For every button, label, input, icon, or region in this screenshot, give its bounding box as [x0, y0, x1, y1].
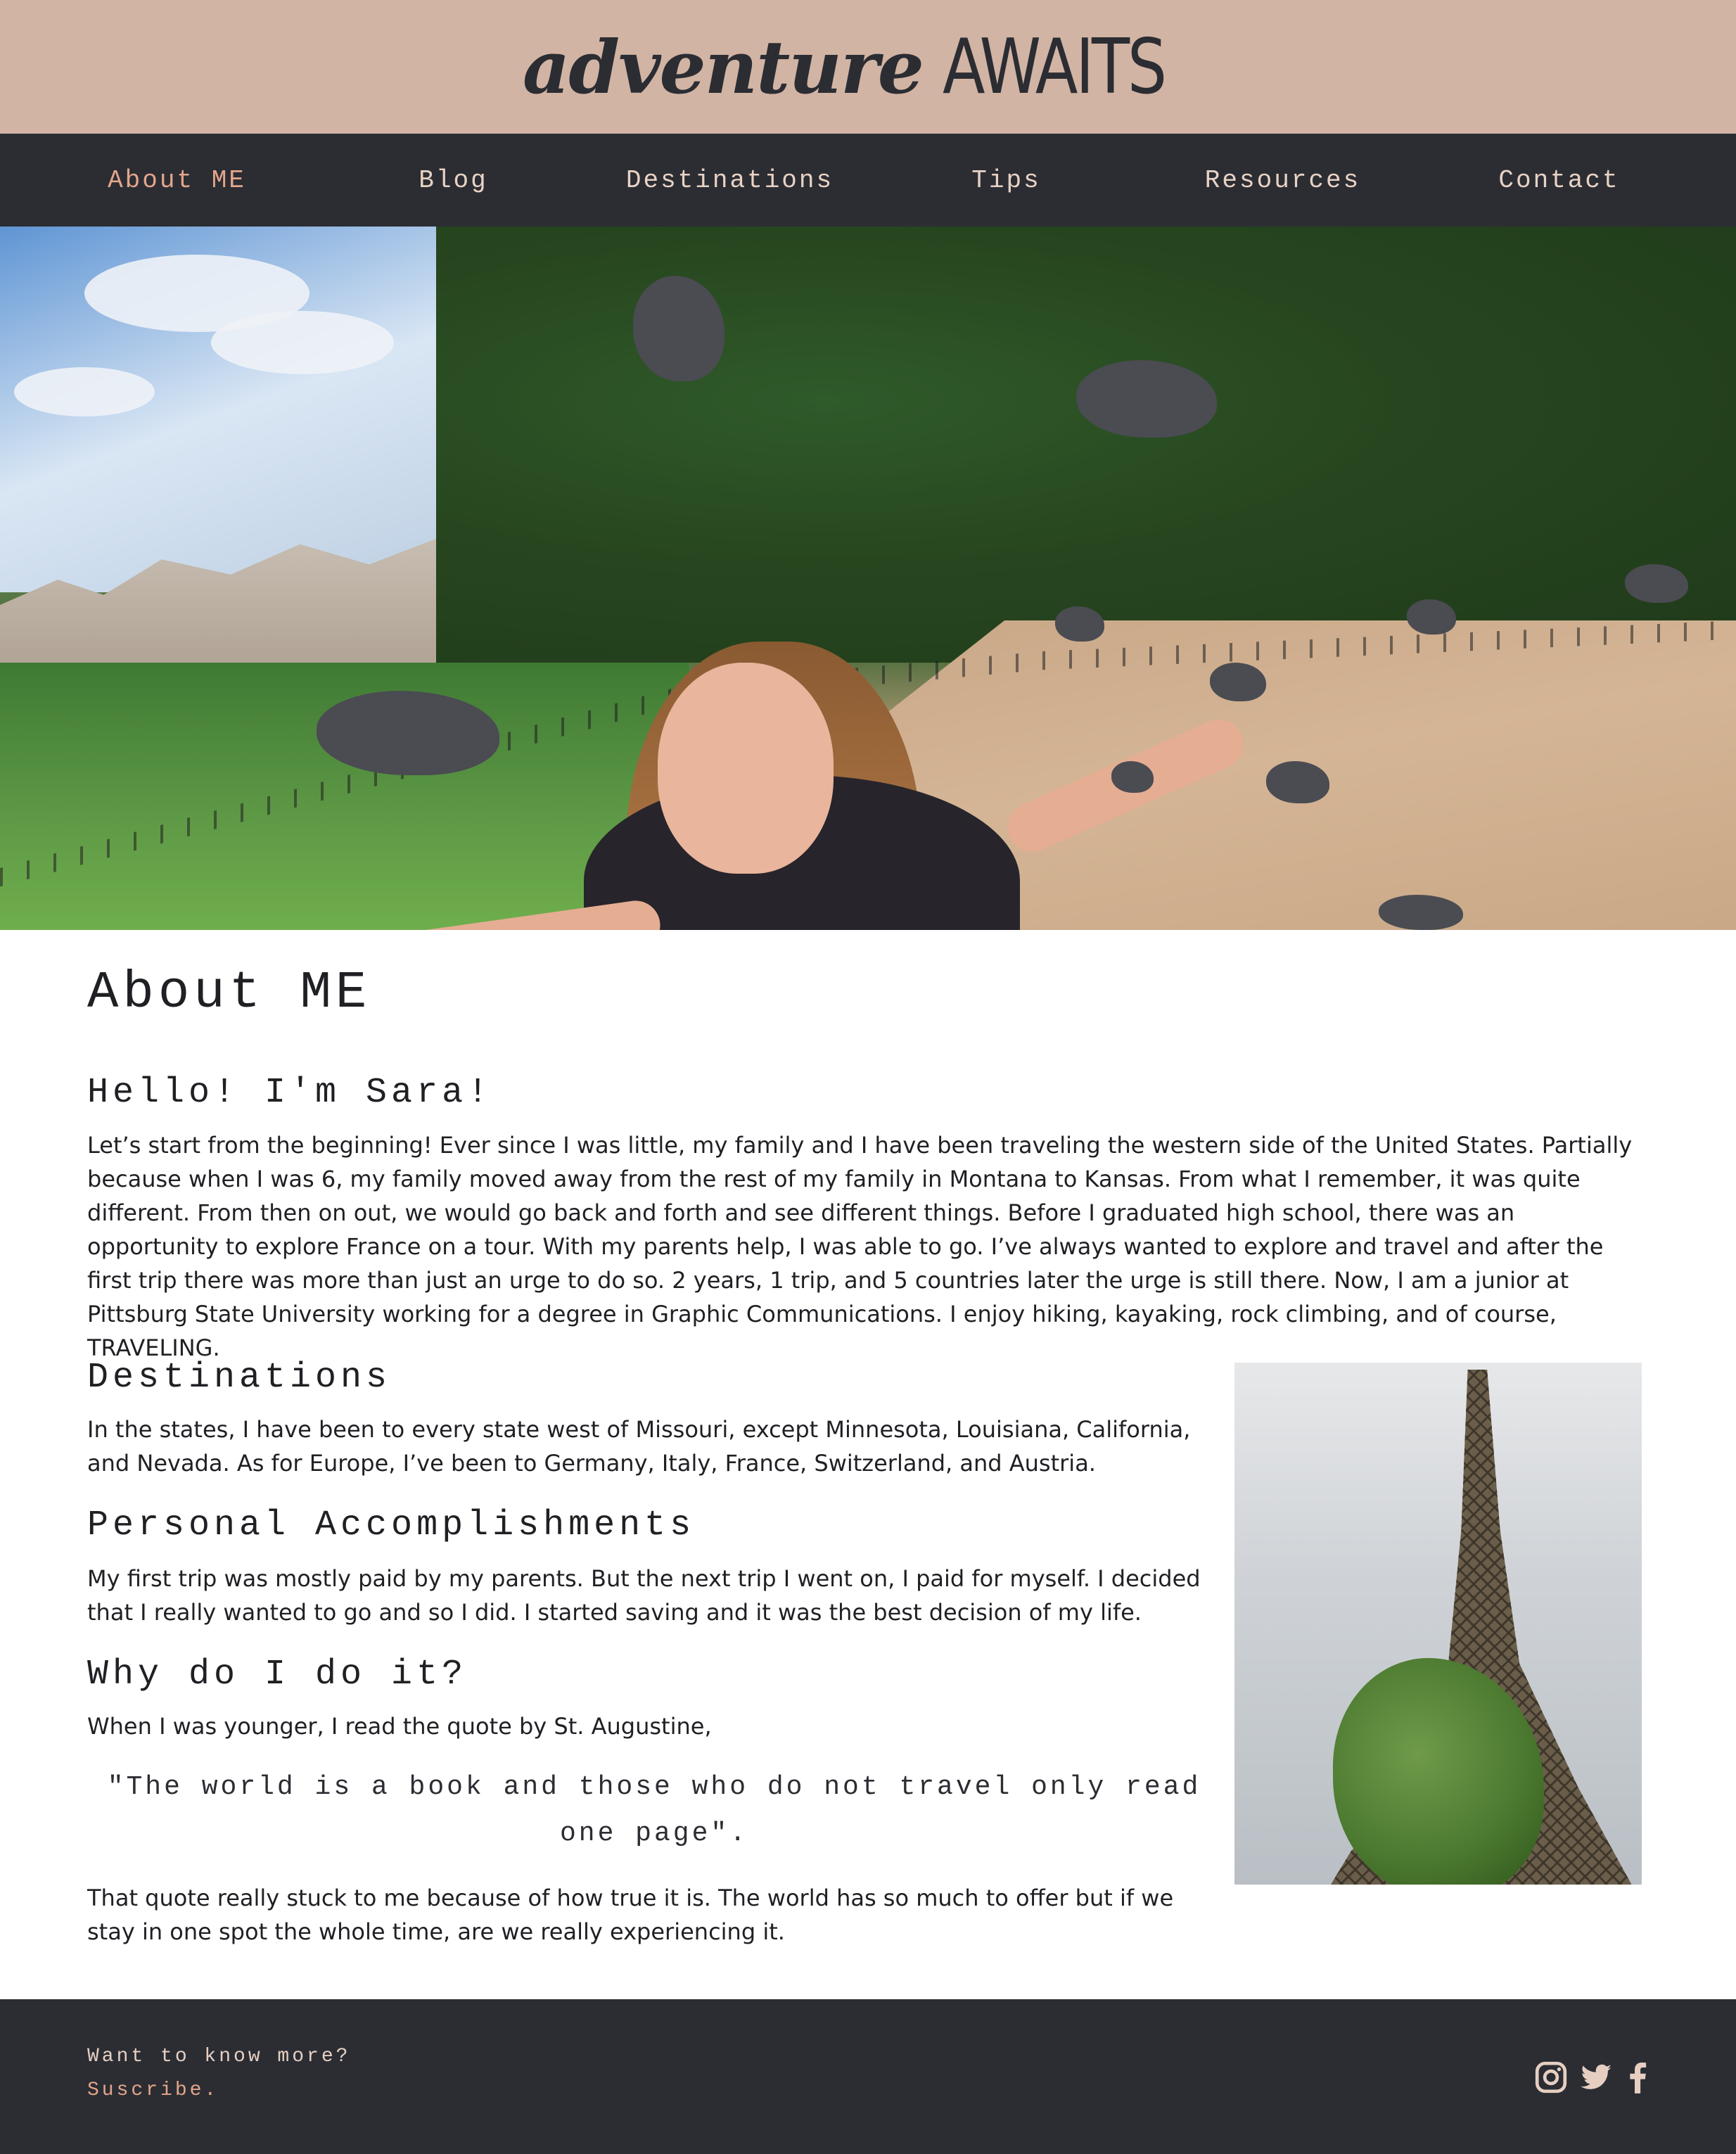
hero-trees: [436, 227, 1736, 663]
augustine-quote: "The world is a book and those who do not travel only read one page".: [107, 1772, 1201, 1849]
main-nav: [0, 134, 1736, 227]
closing-paragraph: That quote really stuck to me because of how true it is. The world has so much to offer but if we stay in one spot the whole time, are we really experiencing it.: [87, 1885, 1174, 1945]
hero-photo: [0, 227, 1736, 930]
page-title: About ME: [87, 964, 371, 1023]
footer-want-more: Want to know more?: [87, 2046, 351, 2067]
site-logo[interactable]: [523, 23, 1213, 111]
instagram-icon[interactable]: [1533, 2060, 1569, 2095]
nav-item-about-me[interactable]: About ME: [108, 165, 246, 195]
accomplishments-paragraph: My first trip was mostly paid by my parents. But the next trip I went on, I paid for myself. I decided that I really wanted to go and so I did. I started saving and it was the best decision of my life.: [87, 1565, 1201, 1626]
eiffel-tower-photo: [1234, 1363, 1642, 1885]
hero-cloud: [14, 367, 155, 416]
hero-person-face: [658, 663, 834, 874]
nav-item-contact[interactable]: Contact: [1498, 165, 1620, 195]
hello-heading: Hello! I'm Sara!: [87, 1073, 493, 1113]
twitter-icon[interactable]: [1578, 2060, 1614, 2095]
logo-caps-text: AWAITS: [942, 23, 1165, 111]
destinations-heading: Destinations: [87, 1358, 392, 1398]
why-paragraph: When I was younger, I read the quote by St. Augustine,: [87, 1713, 712, 1740]
footer-subscribe-link[interactable]: Suscribe.: [87, 2079, 219, 2101]
logo-script-text: adventure: [522, 23, 923, 110]
site-footer: [0, 1999, 1736, 2154]
hello-paragraph: Let’s start from the beginning! Ever since I was little, my family and I have been traveling the western side of the United States. Partially because when I was 6, my family moved away from the rest of my family in Montana to Kansas. From what I remember, it was quite different. From then on out, we would go back and forth and see different things. Before I graduated high school, there was an opportunity to explore France on a tour. With my parents help, I was able to go. I’ve always wanted to explore and travel and after the first trip there was more than just an urge to do so. 2 years, 1 trip, and 5 countries later the urge is still there. Now, I am a junior at Pittsburg State University working for a degree in Graphic Communications. I enjoy hiking, kayaking, rock climbing, and of course, TRAVELING.: [87, 1132, 1633, 1361]
nav-item-destinations[interactable]: Destinations: [625, 165, 834, 195]
hero-pigeon: [1055, 606, 1104, 642]
social-icons: [1533, 2060, 1656, 2095]
why-heading: Why do I do it?: [87, 1655, 468, 1695]
hero-pigeon: [1407, 599, 1456, 635]
accomplishments-heading: Personal Accomplishments: [87, 1505, 696, 1546]
site-header: [0, 0, 1736, 134]
hero-pigeon: [1379, 895, 1463, 930]
facebook-icon[interactable]: [1621, 2060, 1656, 2095]
nav-item-tips[interactable]: Tips: [971, 165, 1041, 195]
hero-pigeon: [1111, 761, 1154, 793]
hero-cloud: [211, 311, 394, 374]
destinations-paragraph: In the states, I have been to every state west of Missouri, except Minnesota, Louisiana, California, and Nevada. As for Europe, I’ve been to Germany, Italy, France, Switzerland, and Austria.: [87, 1416, 1191, 1477]
nav-item-blog[interactable]: Blog: [419, 165, 488, 195]
nav-item-resources[interactable]: Resources: [1204, 165, 1361, 195]
